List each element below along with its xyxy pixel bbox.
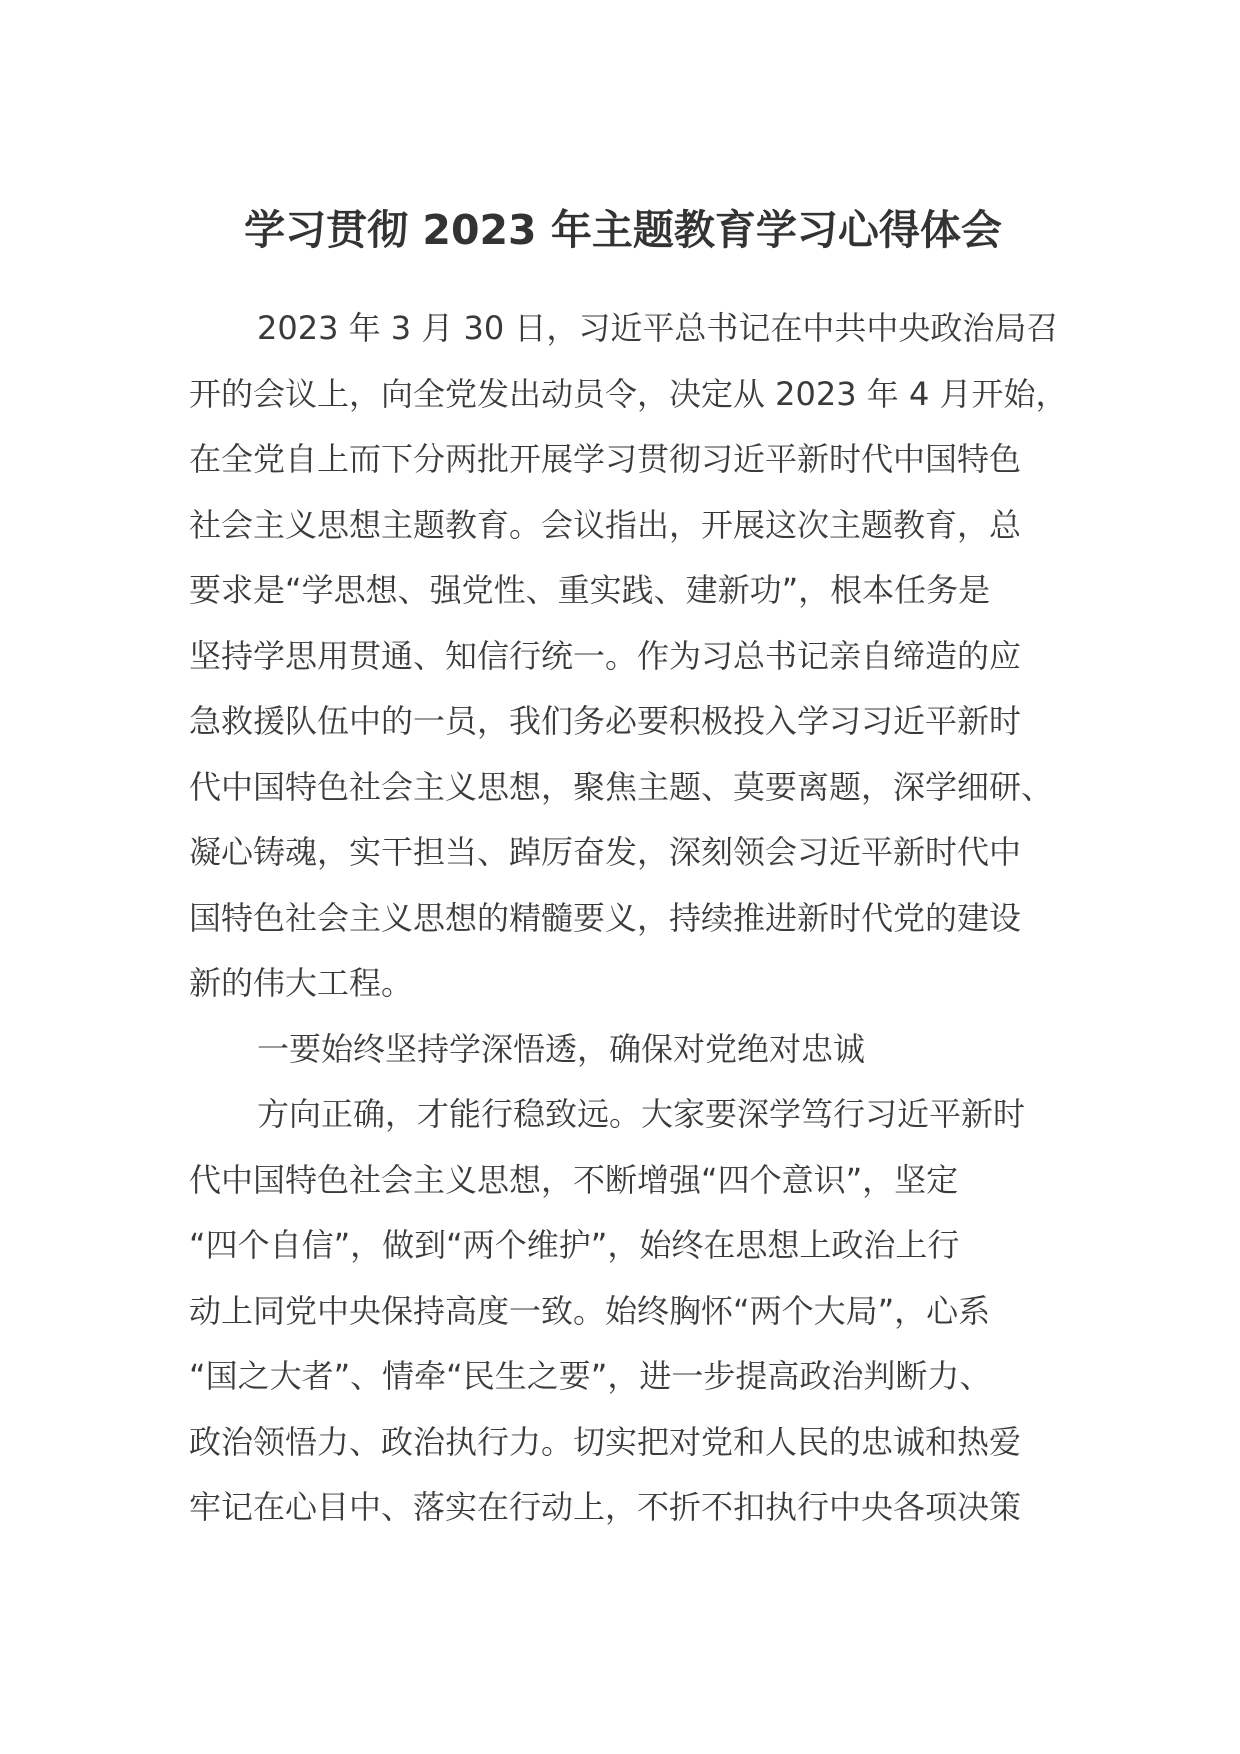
paragraph-1-line-1: 2023 年 3 月 30 日，习近平总书记在中共中央政治局召	[257, 309, 1059, 347]
paragraph-2-line-5: “国之大者”、情牵“民生之要”，进一步提高政治判断力、	[189, 1357, 992, 1395]
paragraph-1-line-10: 国特色社会主义思想的精髓要义，持续推进新时代党的建设	[189, 898, 1022, 937]
paragraph-2-line-4: 动上同党中央保持高度一致。始终胸怀“两个大局”，心系	[189, 1291, 991, 1330]
section-heading: 一要始终坚持学深悟透，确保对党绝对忠诚	[257, 1029, 866, 1068]
paragraph-2-line-1: 方向正确，才能行稳致远。大家要深学笃行习近平新时	[257, 1095, 1026, 1133]
paragraph-2-line-2: 代中国特色社会主义思想，不断增强“四个意识”，坚定	[189, 1160, 959, 1199]
paragraph-1-line-5: 要求是“学思想、强党性、重实践、建新功”，根本任务是	[189, 571, 991, 609]
document-title: 学习贯彻 2023 年主题教育学习心得体会	[244, 206, 1002, 254]
paragraph-1-line-6: 坚持学思用贯通、知信行统一。作为习总书记亲自缔造的应	[189, 636, 1022, 675]
paragraph-2-line-6: 政治领悟力、政治执行力。切实把对党和人民的忠诚和热爱	[189, 1422, 1022, 1461]
paragraph-2-line-7: 牢记在心目中、落实在行动上，不折不扣执行中央各项决策	[189, 1488, 1022, 1526]
paragraph-2-line-3: “四个自信”，做到“两个维护”，始终在思想上政治上行	[189, 1226, 960, 1264]
paragraph-1-line-2: 开的会议上，向全党发出动员令，决定从 2023 年 4 月开始，	[189, 374, 1068, 413]
paragraph-1-line-9: 凝心铸魂，实干担当、踔厉奋发，深刻领会习近平新时代中	[189, 833, 1022, 871]
document-body	[189, 296, 1068, 1541]
paragraph-1-line-8: 代中国特色社会主义思想，聚焦主题、莫要离题，深学细研、	[189, 767, 1054, 806]
paragraph-1-line-3: 在全党自上而下分两批开展学习贯彻习近平新时代中国特色	[189, 440, 1022, 478]
paragraph-1-line-11: 新的伟大工程。	[189, 964, 414, 1002]
paragraph-1-line-7: 急救援队伍中的一员，我们务必要积极投入学习习近平新时	[189, 702, 1022, 740]
paragraph-1-line-4: 社会主义思想主题教育。会议指出，开展这次主题教育，总	[189, 505, 1022, 544]
